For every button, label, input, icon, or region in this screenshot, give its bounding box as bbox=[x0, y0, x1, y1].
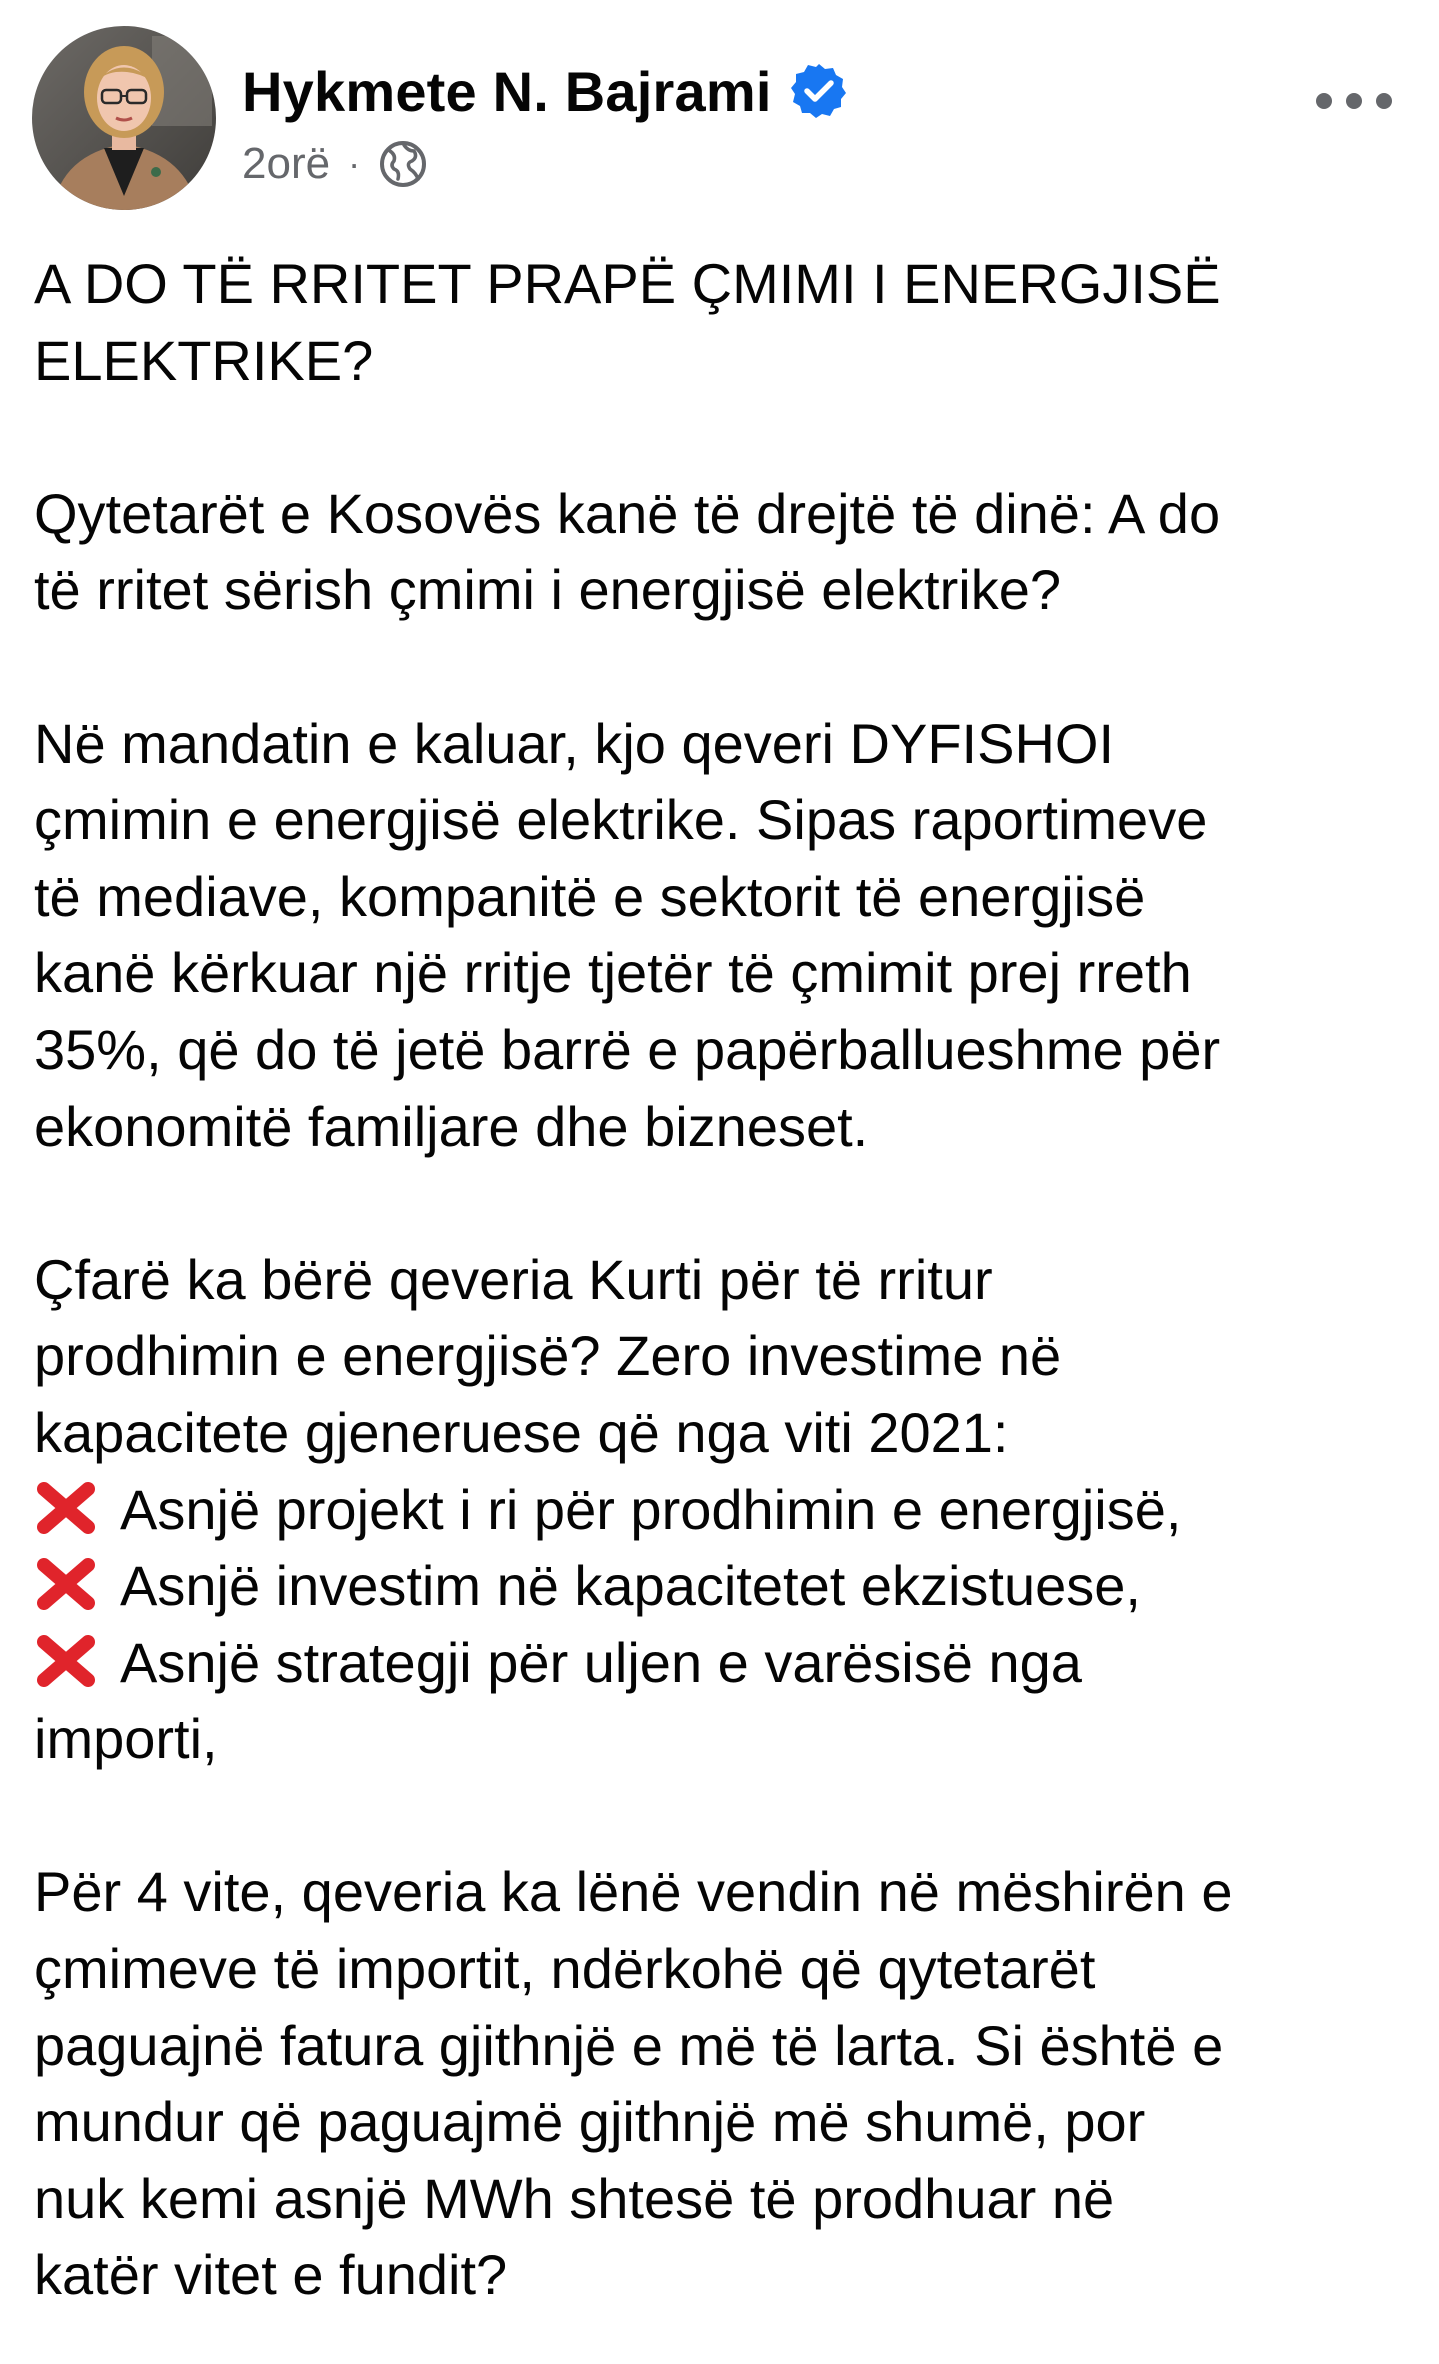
text-line: çmimeve të importit, ndërkohë që qytetarët bbox=[34, 1937, 1096, 2001]
paragraph-1 bbox=[34, 476, 1394, 629]
text-line: të mediave, kompanitë e sektorit të energjisë bbox=[34, 864, 1146, 928]
text-line: nuk kemi asnjë MWh shtesë të prodhuar në bbox=[34, 2166, 1115, 2230]
author-avatar[interactable] bbox=[32, 26, 216, 210]
bullet-line bbox=[34, 1625, 1394, 1702]
more-options-icon[interactable] bbox=[1316, 86, 1392, 116]
dot-icon bbox=[1376, 93, 1392, 109]
bullet-text: Asnjë strategji për uljen e varësisë nga bbox=[120, 1630, 1082, 1694]
text-line: katër vitet e fundit? bbox=[34, 2243, 508, 2307]
post-header bbox=[32, 26, 1412, 216]
dot-icon bbox=[1346, 93, 1362, 109]
bullet-text: Asnjë investim në kapacitetet ekzistuese, bbox=[120, 1554, 1141, 1618]
bullet-continuation: importi, bbox=[34, 1707, 218, 1771]
author-row bbox=[242, 56, 848, 126]
text-line: çmimin e energjisë elektrike. Sipas raportimeve bbox=[34, 788, 1208, 852]
red-cross-icon bbox=[34, 1630, 98, 1692]
author-name[interactable]: Hykmete N. Bajrami bbox=[242, 59, 772, 123]
bullet-line bbox=[34, 1472, 1394, 1549]
text-line: Çfarë ka bërë qeveria Kurti për të rritur bbox=[34, 1247, 993, 1311]
text-line: prodhimin e energjisë? Zero investime në bbox=[34, 1324, 1062, 1388]
red-cross-icon bbox=[34, 1553, 98, 1615]
avatar-portrait bbox=[32, 26, 216, 210]
verified-badge-icon bbox=[790, 62, 848, 120]
text-line: kapacitete gjeneruese që nga viti 2021: bbox=[34, 1400, 1009, 1464]
paragraph-2 bbox=[34, 706, 1394, 1166]
red-cross-icon bbox=[34, 1477, 98, 1539]
text-line: kanë kërkuar një rritje tjetër të çmimit prej rreth bbox=[34, 941, 1192, 1005]
paragraph-4 bbox=[34, 1854, 1394, 2314]
text-line: Në mandatin e kaluar, kjo qeveri DYFISHOI bbox=[34, 711, 1115, 775]
dot-icon bbox=[1316, 93, 1332, 109]
post-timestamp[interactable]: 2orë bbox=[242, 139, 331, 188]
paragraph-3 bbox=[34, 1242, 1394, 1778]
post-meta bbox=[242, 134, 848, 194]
text-line: Qytetarët e Kosovës kanë të drejtë të dinë: A do bbox=[34, 481, 1221, 545]
text-line: 35%, që do të jetë barrë e papërballueshme për bbox=[34, 1017, 1221, 1081]
post-body bbox=[34, 246, 1394, 2314]
text-line: Për 4 vite, qeveria ka lënë vendin në mëshirën e bbox=[34, 1860, 1233, 1924]
post-title bbox=[34, 246, 1394, 399]
text-line: mundur që paguajmë gjithnjë më shumë, por bbox=[34, 2090, 1146, 2154]
meta-separator: · bbox=[348, 143, 361, 184]
author-block bbox=[242, 56, 848, 206]
text-line: të rritet sërish çmimi i energjisë elektrike? bbox=[34, 558, 1061, 622]
text-line: ekonomitë familjare dhe bizneset. bbox=[34, 1094, 869, 1158]
text-line: paguajnë fatura gjithnjë e më të larta. Si është e bbox=[34, 2013, 1224, 2077]
title-line: A DO TË RRITET PRAPË ÇMIMI I ENERGJISË bbox=[34, 252, 1221, 315]
bullet-line bbox=[34, 1548, 1394, 1625]
bullet-text: Asnjë projekt i ri për prodhimin e energjisë, bbox=[120, 1477, 1182, 1541]
title-line: ELEKTRIKE? bbox=[34, 328, 374, 392]
globe-icon[interactable] bbox=[378, 139, 428, 189]
